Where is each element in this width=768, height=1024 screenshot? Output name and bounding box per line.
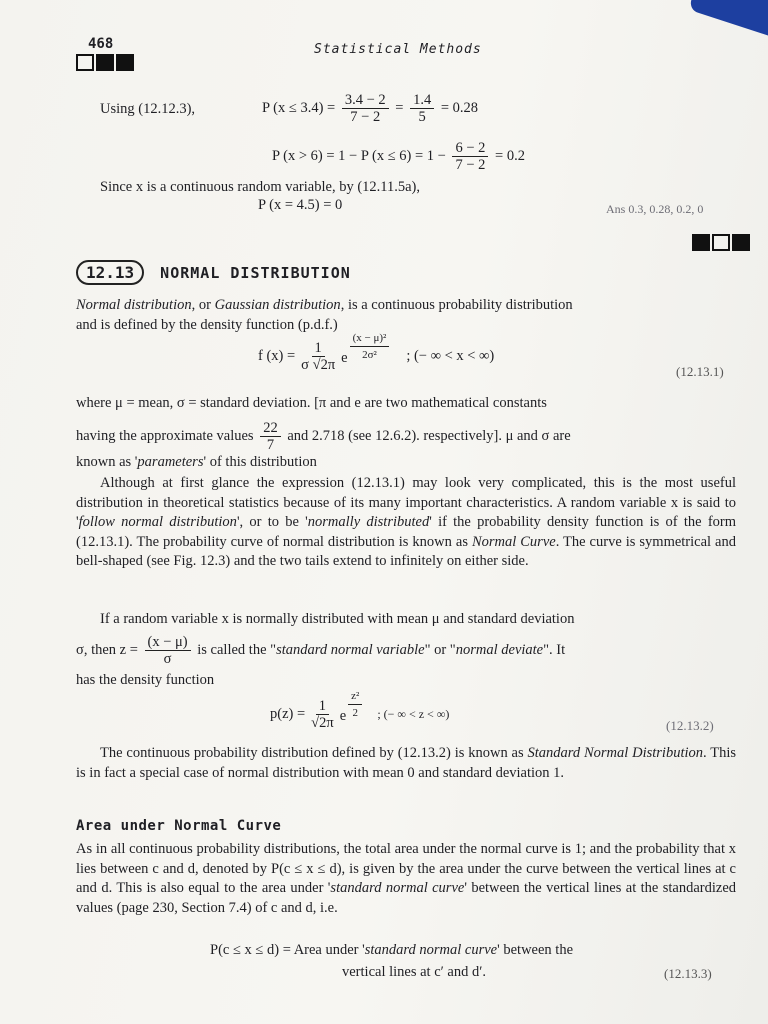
calc-line-2 <box>272 140 525 173</box>
section-heading <box>76 260 351 285</box>
intro-line-2: and is defined by the density function (p.d.f.) <box>76 316 338 333</box>
eq2-exp-base: e <box>339 708 347 724</box>
para3-line-3: has the density function <box>76 671 215 688</box>
fraction-denominator: 7 − 2 <box>350 109 381 125</box>
para-text: As in all continuous probability distributions, the total area under the normal curve is 1; and the probability that x lies between c and d, denoted by P(c ≤ x ≤ d), is given by the area under the curve between the vertical lines at c and d. This is also equal to the area under ' <box>76 841 736 896</box>
page-number: 468 <box>88 36 114 52</box>
calc-line-1: P (x ≤ 3.4) = $\frac{3.4 - 2}{7 - 2}$ = $\frac{1.4}{5}$ = 0.28 <box>262 92 479 125</box>
calc-2-result: = 0.2 <box>495 147 525 164</box>
fraction-numerator: 1 <box>312 340 325 357</box>
calc-1-fraction-a <box>342 92 389 125</box>
intro-text: , is a continuous probability distribution <box>340 297 573 313</box>
para3-text: is called the " <box>197 641 277 658</box>
fraction-denominator: 7 − 2 <box>455 157 486 173</box>
header-box-icon <box>76 54 134 71</box>
where-text: having the approximate values <box>76 427 254 444</box>
exponent-denominator: 2σ² <box>362 349 377 361</box>
eq2-range: ; (− ∞ < z < ∞) <box>377 707 450 721</box>
where-fraction <box>260 420 281 453</box>
fraction-numerator: 3.4 − 2 <box>342 92 389 109</box>
para3-text: " or " <box>424 641 456 658</box>
calc-label: Using (12.12.3), <box>100 101 196 117</box>
term-parameters: parameters <box>137 453 204 470</box>
term-gaussian-distribution: Gaussian distribution <box>214 297 341 313</box>
calc-2-fraction <box>452 140 488 173</box>
term-normal-distribution: Normal distribution <box>76 297 192 313</box>
fraction-denominator: √2π <box>311 715 334 731</box>
intro-paragraph <box>76 296 736 335</box>
equation-number-2: (12.13.2) <box>666 718 714 733</box>
term-standard-normal-distribution: Standard Normal Distribution <box>527 745 704 761</box>
calc-2-lhs: P (x > 6) = 1 − P (x ≤ 6) = 1 − <box>272 147 446 164</box>
term-standard-normal-curve-2: standard normal curve <box>364 942 498 958</box>
equation-number-3: (12.13.3) <box>664 966 712 981</box>
para-text: . The curve is symmetrical and bell-shaped (see Fig. 12.3) and the two tails extend to infinitely on either side. <box>76 533 736 569</box>
calc-line-4: P (x = 4.5) = 0 <box>258 197 343 213</box>
eq3-lhs: P(c ≤ x ≤ d) = Area under ' <box>210 942 365 958</box>
fraction-numerator: (x − μ) <box>145 634 191 651</box>
fraction-denominator: σ √2π <box>301 357 336 373</box>
calc-line-3: Since x is a continuous random variable, by (12.11.5a), <box>100 179 420 195</box>
term-normal-deviate: normal deviate <box>455 641 544 658</box>
standard-normal-paragraph <box>76 744 736 783</box>
intro-text: , or <box>191 297 215 313</box>
eq3-line-2: vertical lines at c′ and d′. <box>342 964 487 980</box>
para-text: The continuous probability distribution defined by (12.13.2) is known as <box>100 745 528 761</box>
eq2-exponent <box>348 688 362 721</box>
where-text: ' of this distribution <box>203 453 317 470</box>
eq1-exp-base: e <box>341 350 348 366</box>
equation-number-1: (12.13.1) <box>676 364 724 379</box>
fraction-numerator: 22 <box>260 420 281 437</box>
end-box-icon <box>692 234 750 251</box>
where-text: known as ' <box>76 453 138 470</box>
fraction-numerator: 1.4 <box>410 92 434 109</box>
exponent-numerator: (x − μ)² <box>350 330 390 347</box>
eq1-fraction <box>298 340 338 373</box>
term-standard-normal-variable: standard normal variable <box>276 641 425 658</box>
calc-1-lhs: P (x ≤ 3.4) = <box>262 99 336 116</box>
term-follow-normal: follow normal distribution <box>78 514 237 530</box>
para3-line-1: If a random variable x is normally distributed with mean μ and standard deviation <box>100 611 575 627</box>
calc-1-fraction-b <box>410 92 434 125</box>
blue-corner-tab <box>688 0 768 40</box>
term-normal-curve: Normal Curve <box>471 533 556 550</box>
para-text: . This is in fact a special case of normal distribution with mean 0 and standard deviation 1. <box>76 745 736 781</box>
explanation-paragraph <box>76 474 736 572</box>
z-fraction <box>145 634 191 667</box>
para3-text: ". It <box>543 641 566 658</box>
answer-text: Ans 0.3, 0.28, 0.2, 0 <box>606 202 704 216</box>
area-paragraph <box>76 840 736 918</box>
para3-text: σ, then z = <box>76 641 138 658</box>
equation-12-13-2 <box>270 690 450 731</box>
calc-1-result: = 0.28 <box>440 99 479 116</box>
para-text: ' if the probability density function is of the form (12.13.1). The probability curve of normal distribution is known as <box>76 514 736 550</box>
fraction-numerator: 1 <box>316 698 329 715</box>
para-text: ', or to be ' <box>236 514 308 530</box>
exponent-numerator: z² <box>348 688 362 705</box>
term-normally-distributed: normally distributed <box>307 514 430 530</box>
equation-12-13-1 <box>258 332 495 373</box>
running-title: Statistical Methods <box>314 42 482 57</box>
para-text: ' between the vertical lines at the standardized values (page 230, Section 7.4) of c and d, i.e. <box>76 880 736 916</box>
fraction-denominator: 7 <box>266 436 275 453</box>
standard-variable-paragraph <box>76 610 736 690</box>
fraction-denominator: σ <box>163 650 172 667</box>
where-paragraph <box>76 394 736 472</box>
eq1-range: ; (− ∞ < x < ∞) <box>406 348 495 364</box>
where-line-1: where μ = mean, σ = standard deviation. [π and e are two mathematical constants <box>76 395 547 411</box>
exponent-denominator: 2 <box>352 707 358 719</box>
where-text: and 2.718 (see 12.6.2). respectively]. μ and σ are <box>287 427 571 444</box>
eq1-exponent <box>350 330 390 363</box>
equation-12-13-3 <box>210 942 573 959</box>
fraction-numerator: 6 − 2 <box>452 140 488 157</box>
eq2-lhs: p(z) = <box>270 706 306 722</box>
para-text: Although at first glance the expression (12.13.1) may look very complicated, this is the most useful distribution in theoretical statistics because of its many important characteristics. A random variable x is said to ' <box>76 475 736 530</box>
eq1-lhs: f (x) = <box>258 348 296 364</box>
subsection-title: Area under Normal Curve <box>76 818 282 834</box>
term-standard-normal-curve: standard normal curve <box>330 880 465 896</box>
fraction-denominator: 5 <box>418 109 426 125</box>
eq3-rhs: ' between the <box>497 942 574 958</box>
section-number: 12.13 <box>76 260 144 285</box>
section-title: NORMAL DISTRIBUTION <box>160 263 351 282</box>
eq2-fraction <box>308 698 337 731</box>
